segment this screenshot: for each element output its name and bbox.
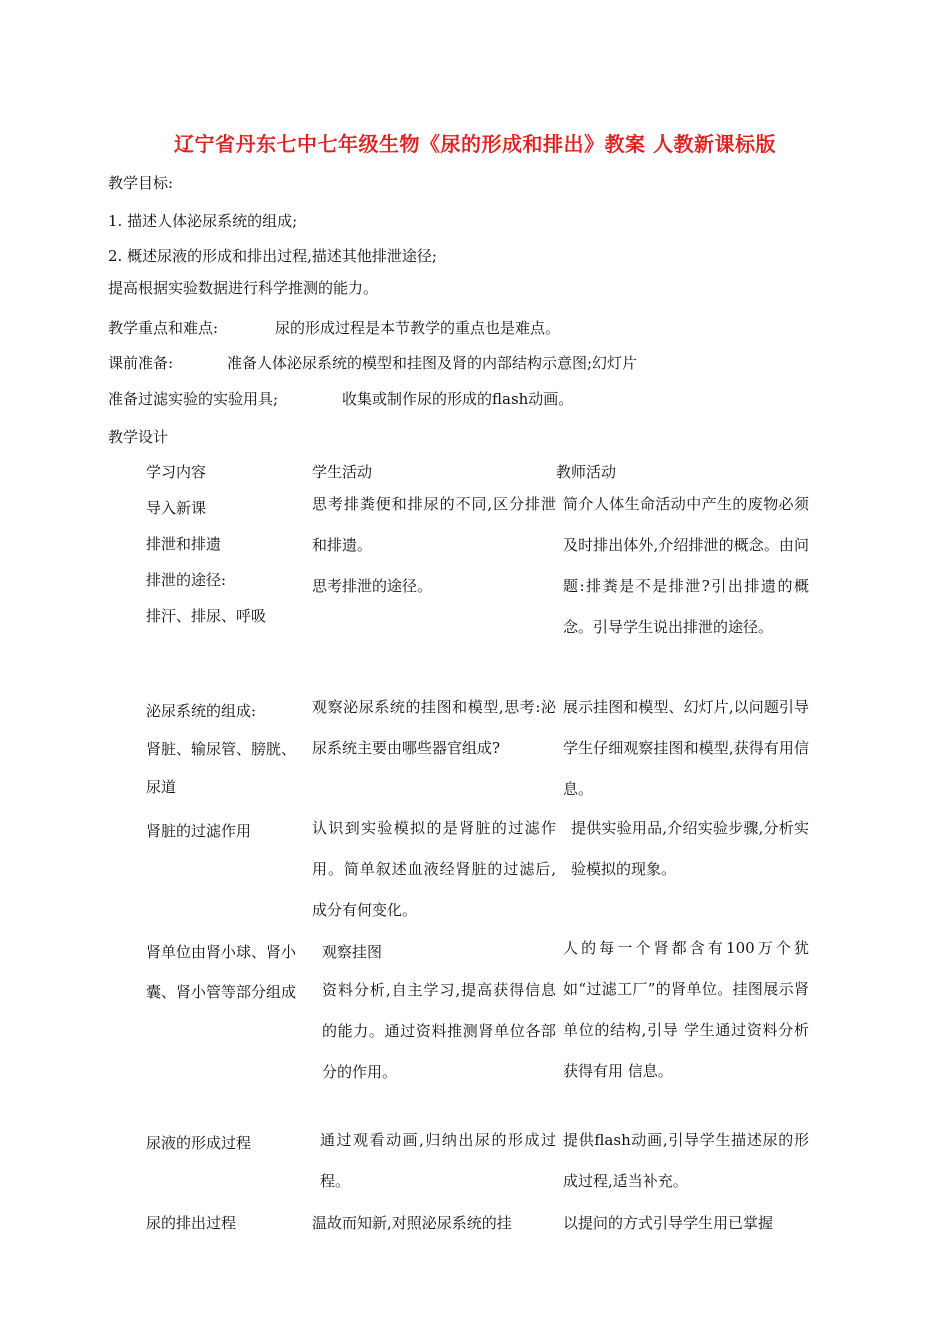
row5-content-line: 尿液的形成过程 bbox=[146, 1134, 252, 1152]
row1-content-line: 排泄的途径: bbox=[146, 571, 227, 589]
row6-content-line: 尿的排出过程 bbox=[146, 1214, 237, 1232]
row2-content-line: 泌尿系统的组成: bbox=[146, 702, 257, 720]
table-header-student: 学生活动 bbox=[312, 463, 373, 481]
table-header-teacher: 教师活动 bbox=[556, 463, 617, 481]
design-heading: 教学设计 bbox=[108, 428, 169, 446]
row1-content-line: 导入新课 bbox=[146, 499, 207, 517]
document-title: 辽宁省丹东七中七年级生物《尿的形成和排出》教案 人教新课标版 bbox=[174, 132, 776, 156]
row4-content-line: 囊、肾小管等部分组成 bbox=[146, 983, 297, 1001]
preparation-label: 课前准备: bbox=[108, 354, 174, 372]
row5-student-activity: 通过观看动画,归纳出尿的形成过程。 bbox=[320, 1131, 556, 1190]
row4-student-activity-first: 观察挂图 bbox=[322, 943, 383, 961]
preparation-line2-b: 收集或制作尿的形成的flash动画。 bbox=[342, 390, 574, 408]
goal-item-2: 2. 概述尿液的形成和排出过程,描述其他排泄途径; bbox=[108, 247, 437, 265]
goals-heading: 教学目标: bbox=[108, 174, 174, 192]
row4-teacher-activity: 人的每一个肾都含有100万个犹如“过滤工厂”的肾单位。挂图展示肾单位的结构,引导 学生通过资料分析获得有用 信息。 bbox=[563, 939, 809, 1080]
key-points-value: 尿的形成过程是本节教学的重点也是难点。 bbox=[275, 319, 561, 337]
key-points-label: 教学重点和难点: bbox=[108, 319, 219, 337]
preparation-value: 准备人体泌尿系统的模型和挂图及肾的内部结构示意图;幻灯片 bbox=[227, 354, 638, 372]
table-header-content: 学习内容 bbox=[146, 463, 207, 481]
row1-student-activity-2: 思考排泄的途径。 bbox=[312, 577, 433, 595]
goal-item-1: 1. 描述人体泌尿系统的组成; bbox=[108, 212, 298, 230]
row2-student-activity: 观察泌尿系统的挂图和模型,思考:泌尿系统主要由哪些器官组成? bbox=[312, 698, 556, 757]
row1-content-line: 排汗、排尿、呼吸 bbox=[146, 607, 267, 625]
row4-content-line: 肾单位由肾小球、肾小 bbox=[146, 943, 297, 961]
row2-content-line: 肾脏、输尿管、膀胱、 bbox=[146, 740, 297, 758]
row1-student-activity: 思考排粪便和排尿的不同,区分排泄和排遗。 bbox=[312, 495, 556, 554]
row4-student-activity: 资料分析,自主学习,提高获得信息的能力。通过资料推测肾单位各部分的作用。 bbox=[322, 981, 556, 1081]
row5-teacher-activity: 提供flash动画,引导学生描述尿的形成过程,适当补充。 bbox=[563, 1131, 809, 1190]
row6-teacher-activity: 以提问的方式引导学生用已掌握 bbox=[563, 1214, 774, 1232]
row1-teacher-activity: 简介人体生命活动中产生的废物必须及时排出体外,介绍排泄的概念。由问题:排粪是不是排泄?引出排遗的概念。引导学生说出排泄的途径。 bbox=[563, 495, 809, 636]
row2-teacher-activity: 展示挂图和模型、幻灯片,以问题引导学生仔细观察挂图和模型,获得有用信息。 bbox=[563, 698, 809, 798]
row2-content-line: 尿道 bbox=[146, 778, 177, 796]
goal-item-3: 提高根据实验数据进行科学推测的能力。 bbox=[108, 279, 379, 297]
row3-content-line: 肾脏的过滤作用 bbox=[146, 822, 252, 840]
preparation-line2-a: 准备过滤实验的实验用具; bbox=[108, 390, 279, 408]
row3-teacher-activity: 提供实验用品,介绍实验步骤,分析实验模拟的现象。 bbox=[571, 819, 809, 878]
row6-student-activity: 温故而知新,对照泌尿系统的挂 bbox=[312, 1214, 512, 1232]
row3-student-activity: 认识到实验模拟的是肾脏的过滤作用。简单叙述血液经肾脏的过滤后,成分有何变化。 bbox=[312, 819, 556, 919]
row1-content-line: 排泄和排遗 bbox=[146, 535, 222, 553]
